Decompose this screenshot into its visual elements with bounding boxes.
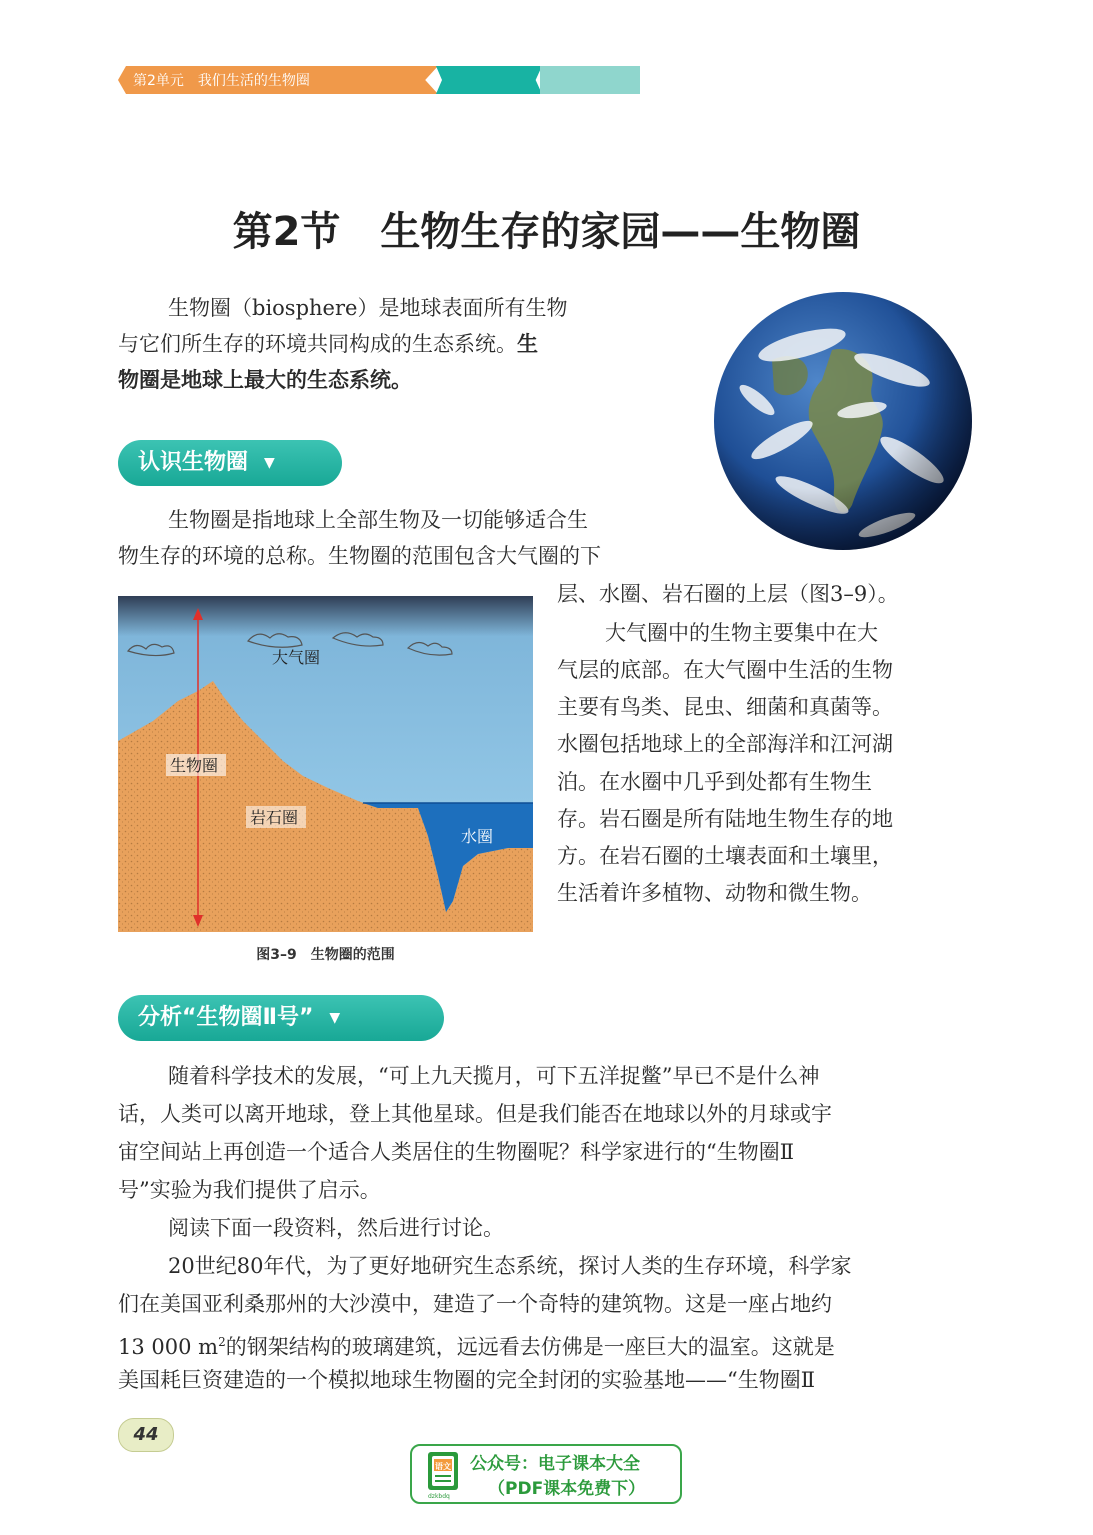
section1-line-2: 物生存的环境的总称。生物圈的范围包含大气圈的下 <box>118 544 601 568</box>
section2-line-2: 话，人类可以离开地球，登上其他星球。但是我们能否在地球以外的月球或宇 <box>118 1102 832 1126</box>
section1-line-4: 大气圈中的生物主要集中在大 <box>605 621 878 645</box>
biosphere-range-diagram <box>118 596 533 932</box>
section2-line-9: 美国耗巨资建造的一个模拟地球生物圈的完全封闭的实验基地——“生物圈Ⅱ <box>118 1368 816 1392</box>
label-atmosphere: 大气圈 <box>272 648 321 667</box>
page-number: 44 <box>118 1418 174 1452</box>
section1-line-1: 生物圈是指地球上全部生物及一切能够适合生 <box>168 508 588 532</box>
section2-line-8: 13 000 $m^2$的钢架结构的玻璃建筑，远远看去仿佛是一座巨大的温室。这就是 <box>118 1335 835 1359</box>
stamp-line-2: （PDF课本免费下） <box>488 1479 646 1499</box>
section1-line-8: 泊。在水圈中几乎到处都有生物生 <box>557 770 872 794</box>
section2-line-4: 号”实验为我们提供了启示。 <box>118 1178 381 1202</box>
label-lithosphere: 岩石圈 <box>250 808 299 827</box>
section1-line-11: 生活着许多植物、动物和微生物。 <box>557 881 872 905</box>
section1-line-3: 层、水圈、岩石圈的上层（图3–9）。 <box>557 582 899 606</box>
figure-caption: 图3–9 生物圈的范围 <box>256 947 395 963</box>
triangle-down-icon: ▼ <box>329 1010 341 1026</box>
section1-line-5: 气层的底部。在大气圈中生活的生物 <box>557 658 893 682</box>
triangle-down-icon: ▼ <box>264 455 275 471</box>
section2-line-5: 阅读下面一段资料，然后进行讨论。 <box>168 1216 504 1240</box>
section1-line-9: 存。岩石圈是所有陆地生物生存的地 <box>557 807 893 831</box>
section2-line-1: 随着科学技术的发展，“可上九天揽月，可下五洋捉鳖”早已不是什么神 <box>168 1064 820 1088</box>
unit-title: 第2单元 我们生活的生物圈 <box>133 73 310 89</box>
svg-text:语文: 语文 <box>435 1462 451 1471</box>
textbook-icon <box>424 1450 464 1500</box>
intro-line-2: 与它们所生存的环境共同构成的生态系统。生 <box>118 332 538 356</box>
stamp-line-1: 公众号：电子课本大全 <box>470 1454 640 1474</box>
section2-line-7: 们在美国亚利桑那州的大沙漠中，建造了一个奇特的建筑物。这是一座占地约 <box>118 1292 832 1316</box>
header-band-teal <box>436 66 542 94</box>
section1-line-6: 主要有鸟类、昆虫、细菌和真菌等。 <box>557 695 893 719</box>
section1-line-10: 方。在岩石圈的土壤表面和土壤里， <box>557 844 893 868</box>
header-band-light <box>540 66 640 94</box>
earth-globe-image <box>712 290 974 552</box>
section2-line-6: 20世纪80年代，为了更好地研究生态系统，探讨人类的生存环境，科学家 <box>168 1254 852 1278</box>
intro-line-1: 生物圈（biosphere）是地球表面所有生物 <box>168 296 568 320</box>
page-title: 第2节 生物生存的家园——生物圈 <box>232 209 861 255</box>
label-hydrosphere: 水圈 <box>461 827 494 846</box>
section-heading-know-biosphere: 认识生物圈 ▼ <box>118 440 342 486</box>
section-heading-analyze-biosphere-2: 分析“生物圈Ⅱ号” ▼ <box>118 995 444 1041</box>
section2-line-3: 宙空间站上再创造一个适合人类居住的生物圈呢？科学家进行的“生物圈Ⅱ <box>118 1140 795 1164</box>
section1-line-7: 水圈包括地球上的全部海洋和江河湖 <box>557 732 893 756</box>
label-biosphere: 生物圈 <box>170 756 219 775</box>
intro-line-3: 物圈是地球上最大的生态系统。 <box>118 368 412 392</box>
svg-text:dzkbdq: dzkbdq <box>428 1493 450 1500</box>
